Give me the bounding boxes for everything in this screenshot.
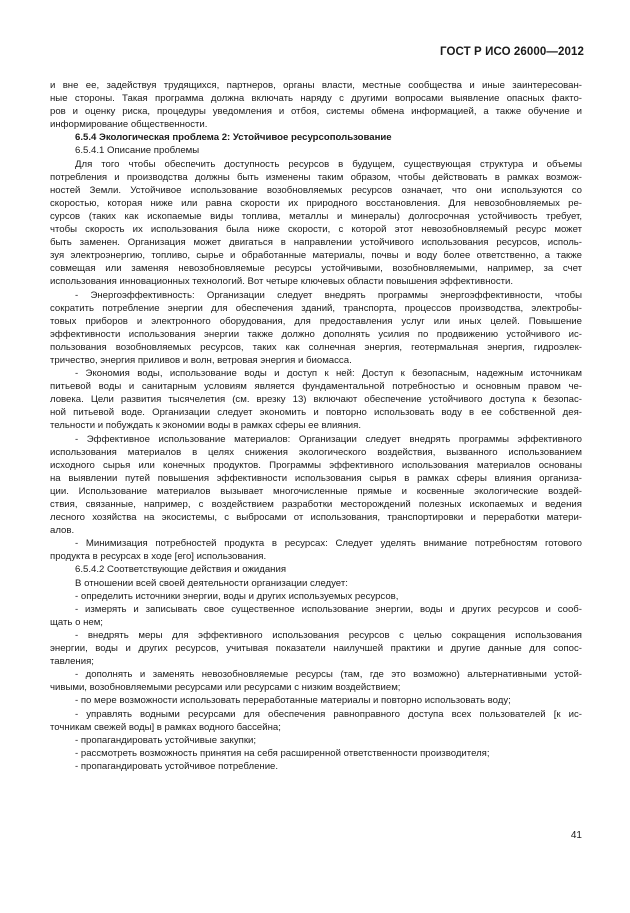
text-line: ностей Земли. Устойчивое использование возобновляемых ресурсов означает, что они используются со: [50, 184, 582, 196]
text-line: тричество, энергия приливов и волн, ветровая энергия и биомасса.: [50, 354, 352, 366]
text-line: 6.5.4.1 Описание проблемы: [75, 145, 200, 157]
text-line: использования инновационных технологий. Вот четыре ключевых области повышения эффективности.: [50, 276, 514, 288]
text-line: - измерять и записывать свое существенное использование энергии, воды и других ресурсов и сооб-: [75, 603, 582, 615]
text-line: - пропагандировать устойчивое потребление.: [75, 760, 279, 772]
text-line: ции. Использование материалов вызывает многочисленные прямые и косвенные экологические воздей-: [50, 485, 582, 497]
document-body: [50, 79, 582, 773]
text-line: продукта в ресурсах в ходе [его] использования.: [50, 551, 267, 563]
text-line: - внедрять меры для эффективного использования ресурсов с целью сокращения использования: [75, 629, 582, 641]
text-line: скоростью, которая ниже или равна скорости их природного восстановления. Для невозобновляемых ре-: [50, 197, 582, 209]
text-line: сурсов (таких как ископаемые виды топлива, металлы и минералы) долгосрочная устойчивость требует,: [50, 210, 582, 222]
text-line: - дополнять и заменять невозобновляемые ресурсы (там, где это возможно) альтернативными устой-: [75, 669, 582, 681]
document-header: ГОСТ Р ИСО 26000—2012: [439, 46, 584, 58]
text-line: пользования возобновляемых ресурсов, таких как солнечная энергия, геотермальная энергия, гидроэлек-: [50, 341, 582, 353]
text-line: - определить источники энергии, воды и других используемых ресурсов,: [75, 590, 399, 602]
text-line: ствия, связанные, например, с воздействием разработки месторождений полезных ископаемых и ведения: [50, 499, 582, 510]
text-line: 6.5.4.2 Соответствующие действия и ожидания: [75, 564, 287, 576]
text-line: В отношении всей своей деятельности организации следует:: [75, 577, 348, 589]
text-line: энергии, воды и других ресурсов, учитывая показатели наилучшей практики и другие данные для сопос-: [50, 643, 582, 655]
text-line: информирование общественности.: [50, 119, 208, 131]
text-line: - пропагандировать устойчивые закупки;: [75, 734, 257, 746]
text-line: исходного сырья или конечных продуктов. Программы эффективного использования материалов основаны: [50, 459, 582, 471]
text-line: - Эффективное использование материалов: Организации следует внедрять программы эффективного: [75, 433, 582, 445]
section-heading: 6.5.4 Экологическая проблема 2: Устойчивое ресурсопользование: [75, 132, 392, 144]
text-line: ловека. Цели развития тысячелетия (см. врезку 13) включают обеспечение устойчивого доступа к безопас-: [50, 394, 582, 406]
text-line: использования материалов в целях снижения экологического воздействия, вызванного использованием: [50, 446, 582, 458]
text-line: и вне ее, задействуя трудящихся, партнеров, органы власти, местные сообщества и иные заинтересован-: [50, 80, 582, 91]
text-line: на выявлении путей повышения эффективности использования сырья в рамках сферы влияния организа-: [50, 472, 582, 484]
text-line: тельности и побуждать к экономии воды в рамках сферы ее влияния.: [50, 420, 362, 432]
text-line: тавления;: [50, 656, 94, 668]
text-line: совмещая или заменяя невозобновляемые ресурсы устойчивыми, возобновляемыми, например, за счет: [50, 263, 582, 275]
text-line: ной питьевой воде. Организации следует экономить и повторно использовать воду в ее собственной дея-: [50, 407, 582, 419]
text-line: - Экономия воды, использование воды и доступ к ней: Доступ к безопасным, надежным источникам: [75, 368, 582, 380]
page-number: 41: [570, 830, 582, 841]
text-line: товых приборов и электронного оборудования, для предоставления услуг или иных целей. Повышение: [50, 315, 582, 327]
text-line: лесного хозяйства на экосистемы, с выбросами от использования, транспортировки и переработки матери-: [50, 512, 582, 524]
text-line: чтобы скорость их использования была ниже скорости, с которой этот невозобновляемый ресурс может: [50, 224, 582, 236]
text-line: - по мере возможности использовать переработанные материалы и повторно использовать воду;: [75, 695, 511, 707]
text-line: чивыми, возобновляемыми ресурсами или ресурсами с низким воздействием;: [50, 682, 401, 694]
text-line: эффективности использования энергии также должно дополнять усилия по продвижению устойчивого ис-: [50, 328, 582, 340]
text-line: ные стороны. Такая программа должна включать наряду с другими вопросами выявление опасных факто-: [50, 93, 582, 105]
text-line: питьевой воды и санитарным условиям является фундаментальной потребностью и основным правом че-: [50, 381, 582, 393]
text-line: алов.: [50, 525, 75, 537]
text-line: - Энергоэффективность: Организации следует внедрять программы энергоэффективности, чтобы: [75, 289, 582, 301]
text-line: быть заменен. Организация может двигаться в направлении устойчивого использования ресурсов, исполь-: [50, 237, 582, 249]
text-line: сократить потребление энергии для обеспечения зданий, транспорта, процессов производства, электробы-: [50, 302, 582, 314]
text-line: - Минимизация потребностей продукта в ресурсах: Следует уделять внимание потребностям готового: [75, 538, 582, 550]
text-line: щать о нем;: [50, 616, 103, 628]
text-line: - управлять водными ресурсами для обеспечения равноправного доступа всех пользователей [к ис-: [75, 708, 582, 720]
text-line: зуя электроэнергию, топливо, сырье и обработанные материалы, почвы и воду более ответственно, а также: [50, 250, 582, 262]
text-line: потребления и производства должны быть изменены таким образом, чтобы действовать в рамках возмож-: [50, 171, 582, 183]
text-line: ров и оценку риска, процедуры уведомления и отбоя, системы обмена информацией, а также обучение и: [50, 106, 582, 118]
text-line: - рассмотреть возможность принятия на себя расширенной ответственности производителя;: [75, 747, 490, 759]
text-line: Для того чтобы обеспечить доступность ресурсов в будущем, существующая структура и объемы: [75, 158, 582, 170]
text-line: точникам свежей воды] в рамках водного бассейна;: [50, 721, 281, 733]
